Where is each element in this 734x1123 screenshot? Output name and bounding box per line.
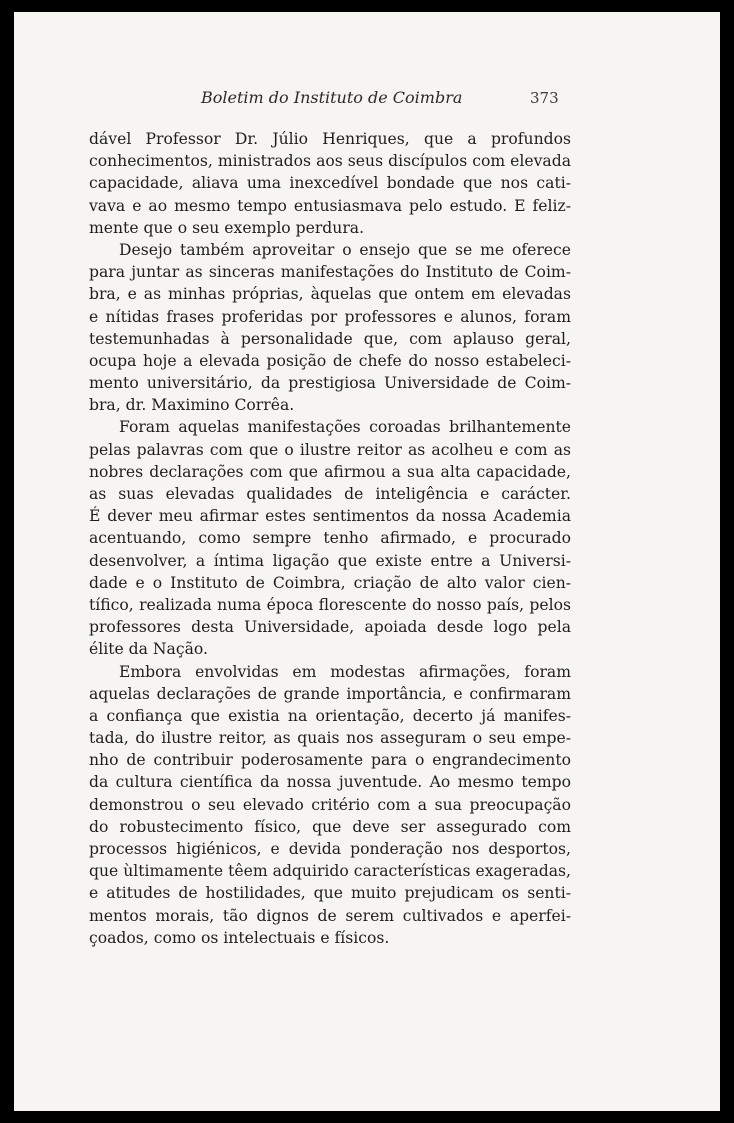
text-line: da cultura científica da nossa juventude. Ao mesmo tempo: [89, 773, 571, 792]
running-title: Boletim do Instituto de Coimbra: [201, 88, 463, 107]
text-line: bra, dr. Maximino Corrêa.: [89, 396, 295, 415]
text-line: dade e o Instituto de Coimbra, criação de alto valor cien-: [89, 573, 571, 592]
body-text: [89, 128, 571, 949]
text-line: que ùltimamente têem adquirido características exageradas,: [89, 862, 571, 881]
text-line: conhecimentos, ministrados aos seus discípulos com elevada: [89, 152, 571, 171]
text-line: tífico, realizada numa época florescente do nosso país, pelos: [89, 595, 571, 614]
text-line: vava e ao mesmo tempo entusiasmava pelo estudo. E feliz-: [89, 196, 571, 215]
page-number: 373: [530, 89, 559, 107]
text-line: nho de contribuir poderosamente para o engrandecimento: [89, 751, 571, 770]
text-line: élite da Nação.: [89, 640, 208, 659]
paragraph-start-line: Desejo também aproveitar o ensejo que se me oferece: [119, 240, 571, 259]
text-line: processos higiénicos, e devida ponderação nos desportos,: [89, 840, 571, 858]
text-line: professores desta Universidade, apoiada desde logo pela: [89, 618, 571, 637]
text-line: bra, e as minhas próprias, àquelas que ontem em elevadas: [89, 285, 571, 304]
text-line: nobres declarações com que afirmou a sua alta capacidade,: [89, 462, 571, 481]
page-header: [14, 88, 720, 112]
text-line: capacidade, aliava uma inexcedível bondade que nos cati-: [89, 174, 571, 193]
text-line: testemunhadas à personalidade que, com aplauso geral,: [89, 329, 571, 348]
document-page: [14, 12, 720, 1111]
text-line: mento universitário, da prestigiosa Universidade de Coim-: [89, 374, 571, 393]
text-line: mentos morais, tão dignos de serem cultivados e aperfei-: [89, 906, 571, 925]
paragraph-start-line: Foram aquelas manifestações coroadas brilhantemente: [119, 418, 571, 437]
text-line: É dever meu afirmar estes sentimentos da nossa Academia: [89, 507, 571, 526]
text-line: e nítidas frases proferidas por professores e alunos, foram: [89, 307, 571, 326]
paragraph-start-line: Embora envolvidas em modestas afirmações, foram: [119, 662, 571, 681]
text-line: ocupa hoje a elevada posição de chefe do nosso estabeleci-: [89, 351, 571, 370]
text-line: aquelas declarações de grande importância, e confirmaram: [89, 684, 571, 703]
text-line: pelas palavras com que o ilustre reitor as acolheu e com as: [89, 440, 571, 459]
text-line: dável Professor Dr. Júlio Henriques, que a profundos: [89, 130, 571, 148]
text-line: desenvolver, a íntima ligação que existe entre a Universi-: [89, 551, 571, 570]
text-line: acentuando, como sempre tenho afirmado, e procurado: [89, 529, 571, 548]
text-line: para juntar as sinceras manifestações do Instituto de Coim-: [89, 263, 571, 282]
text-line: mente que o seu exemplo perdura.: [89, 218, 365, 237]
text-line: tada, do ilustre reitor, as quais nos asseguram o seu empe-: [89, 729, 571, 748]
text-line: demonstrou o seu elevado critério com a sua preocupação: [89, 795, 571, 814]
text-line: e atitudes de hostilidades, que muito prejudicam os senti-: [89, 884, 571, 903]
text-line: çoados, como os intelectuais e físicos.: [89, 928, 390, 947]
text-line: as suas elevadas qualidades de inteligência e carácter.: [89, 485, 571, 503]
text-line: do robustecimento físico, que deve ser assegurado com: [89, 817, 571, 836]
text-line: a confiança que existia na orientação, decerto já manifes-: [89, 706, 571, 725]
